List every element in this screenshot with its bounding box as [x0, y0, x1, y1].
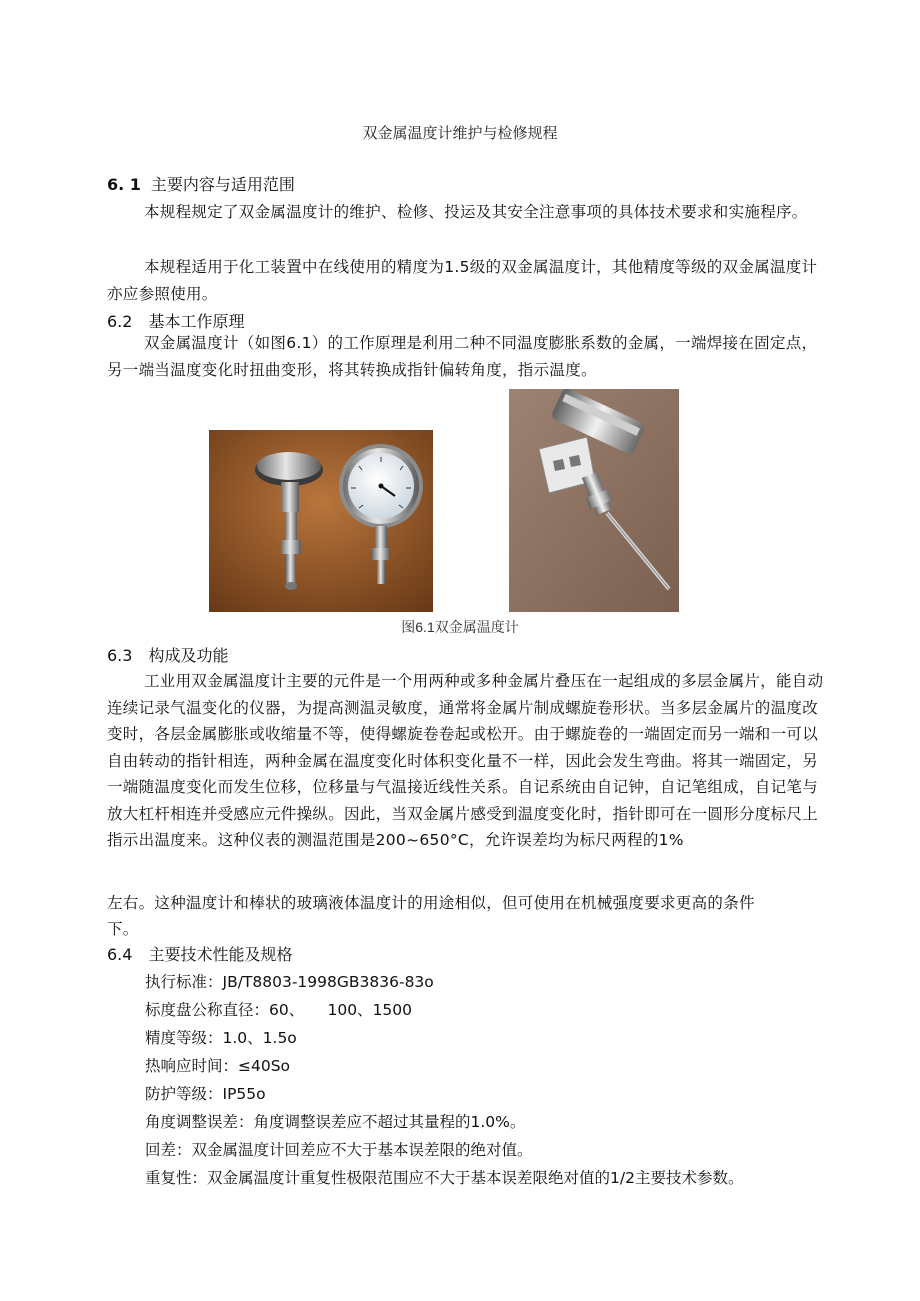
section-number: 6.2	[107, 312, 133, 331]
paragraph: 工业用双金属温度计主要的元件是一个用两种或多种金属片叠压在一起组成的多层金属片，能自动连续记录气温变化的仪器，为提高测温灵敏度，通常将金属片制成螺旋卷形状。当多层金属片的温度改变时，各层金属膨胀或收缩量不等，使得螺旋卷卷起或松开。由于螺旋卷的一端固定而另一端和一可以自由转动的指针相连，两种金属在温度变化时体积变化量不一样，因此会发生弯曲。将其一端固定，另一端随温度变化而发生位移，位移量与气温接近线性关系。自记系统由自记钟，自记笔组成，自记笔与放大杠杆相连并受感应元件操纵。因此，当双金属片感受到温度变化时，指针即可在一圆形分度标尺上指示出温度来。这种仪表的测温范围是200~650°C，允许误差均为标尺两程的1%	[107, 672, 824, 849]
spec-hysteresis: 回差：双金属温度计回差应不大于基本误差限的绝对值。	[145, 1141, 533, 1159]
paragraph: 本规程适用于化工装置中在线使用的精度为1.5级的双金属温度计，其他精度等级的双金属温度计亦应参照使用。	[107, 258, 818, 303]
spec-standard: 执行标准：JB/T8803-1998GB3836-83o	[145, 973, 434, 991]
section-number: 6.4	[107, 945, 133, 964]
paragraph: 本规程规定了双金属温度计的维护、检修、投运及其安全注意事项的具体技术要求和实施程序。	[144, 203, 808, 221]
section-title: 构成及功能	[148, 646, 229, 665]
spec-accuracy-class: 精度等级：1.0、1.5o	[145, 1029, 297, 1047]
bimetal-thermometer-photo-right	[509, 389, 679, 612]
spec-angle-adjust-error: 角度调整误差：角度调整误差应不超过其量程的1.0%。	[145, 1113, 526, 1131]
section-heading-6-4	[107, 942, 292, 965]
section-title: 基本工作原理	[148, 312, 245, 331]
paragraph: 双金属温度计（如图6.1）的工作原理是利用二种不同温度膨胀系数的金属，一端焊接在固定点，另一端当温度变化时扭曲变形，将其转换成指针偏转角度，指示温度。	[107, 334, 818, 379]
section-heading-6-2	[107, 309, 244, 332]
section-number: 6.3	[107, 646, 133, 665]
spec-repeatability: 重复性：双金属温度计重复性极限范围应不大于基本误差限绝对值的1/2主要技术参数。	[145, 1169, 744, 1187]
section-title: 主要技术性能及规格	[148, 945, 293, 964]
section-heading-6-1	[107, 172, 295, 195]
spec-response-time: 热响应时间：≤40So	[145, 1057, 291, 1075]
section-number: 6. 1	[107, 175, 141, 194]
spec-protection-class: 防护等级：IP55o	[145, 1085, 266, 1103]
section-title: 主要内容与适用范围	[150, 175, 295, 194]
figure-caption: 图6.1双金属温度计	[401, 619, 519, 635]
document-title: 双金属温度计维护与检修规程	[362, 124, 558, 142]
spec-dial-diameter: 标度盘公称直径：60、 100、1500	[145, 1001, 413, 1019]
gauges-illustration	[209, 430, 433, 612]
section-heading-6-3	[107, 643, 228, 666]
bimetal-thermometer-photo-left	[209, 430, 433, 612]
paragraph-continuation: 下。	[107, 920, 139, 938]
probe-thermometer-illustration	[509, 389, 679, 612]
paragraph-continuation: 左右。这种温度计和棒状的玻璃液体温度计的用途相似，但可使用在机械强度要求更高的条件	[107, 894, 755, 912]
